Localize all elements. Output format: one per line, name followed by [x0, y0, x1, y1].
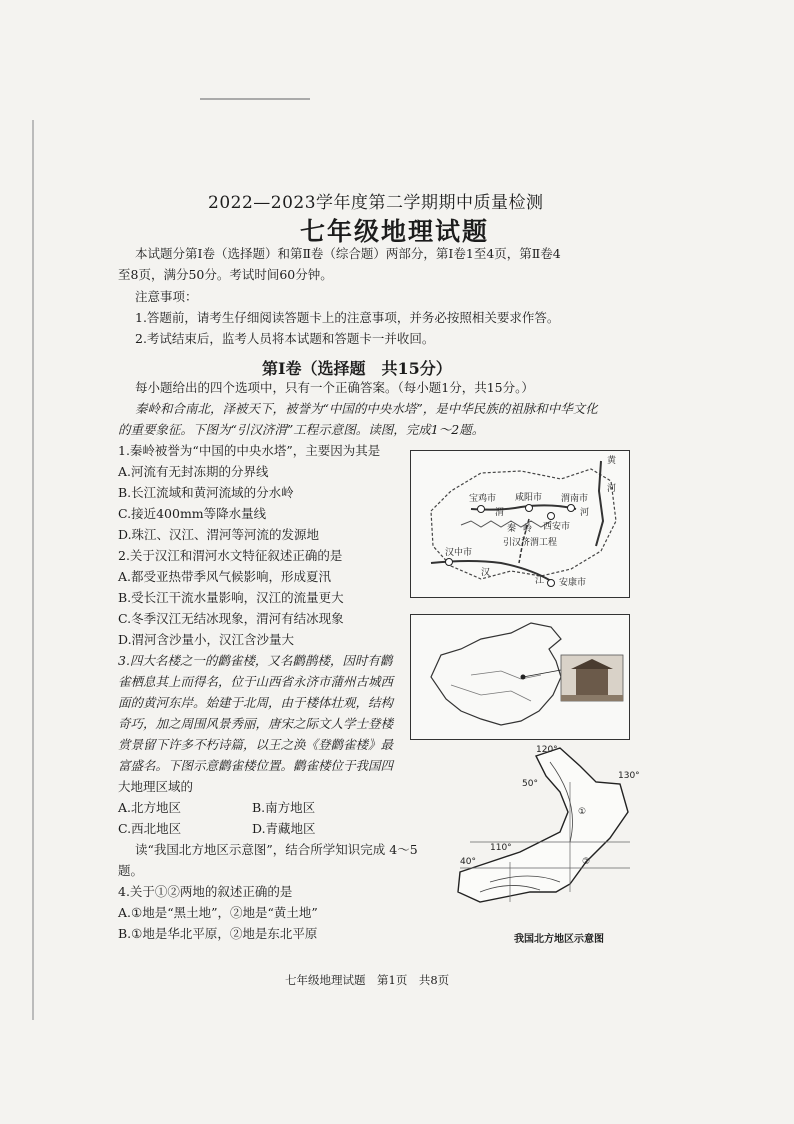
q3-option-b[interactable]: B.南方地区	[252, 800, 316, 815]
label-huang: 黄	[607, 456, 617, 466]
china-outline	[431, 623, 561, 725]
north-region-outline	[458, 748, 628, 902]
qinling-mountains	[461, 521, 551, 527]
section-instruction: 每小题给出的四个选项中，只有一个正确答案。（每小题1分，共15分。）	[135, 380, 534, 395]
notice-2: 2.考试结束后，监考人员将本试题和答题卡一并收回。	[135, 331, 435, 346]
baoji-city-icon	[478, 506, 485, 513]
province-lines-2	[451, 685, 531, 701]
label-xianyang: 咸阳市	[515, 493, 543, 503]
q2-option-d[interactable]: D.渭河含沙量小，汉江含沙量大	[118, 632, 295, 647]
hanzhong-city-icon	[446, 559, 453, 566]
exam-subtitle: 2022—2023学年度第二学期期中质量检测	[208, 193, 544, 213]
q3-option-c[interactable]: C.西北地区	[118, 821, 182, 836]
q1-stem: 1.秦岭被誉为“中国的中央水塔”，主要因为其是	[118, 443, 381, 458]
q3-line-1: 3.四大名楼之一的鹳雀楼，又名鹳鹊楼，因时有鹳	[118, 653, 393, 668]
scan-mark	[200, 98, 310, 100]
label-ankang: 安康市	[559, 578, 587, 588]
scan-edge	[32, 120, 34, 1020]
tower-building-icon	[576, 667, 608, 697]
q3-line-5: 赏景留下许多不朽诗篇，以王之涣《登鹳雀楼》最	[118, 737, 394, 752]
q4-option-b[interactable]: B.①地是华北平原，②地是东北平原	[118, 926, 318, 941]
q1-option-c[interactable]: C.接近400mm等降水量线	[118, 506, 267, 521]
tower-base	[561, 695, 623, 701]
province-lines	[471, 671, 541, 679]
q3-option-a[interactable]: A.北方地区	[118, 800, 182, 815]
q3-line-7: 大地理区域的	[118, 779, 194, 794]
exam-title: 七年级地理试题	[300, 217, 490, 246]
q1-option-a[interactable]: A.河流有无封冻期的分界线	[118, 464, 269, 479]
q1-option-d[interactable]: D.珠江、汉江、渭河等河流的发源地	[118, 527, 320, 542]
label-xian: 西安市	[543, 522, 571, 532]
passage-2-line-1: 读“我国北方地区示意图”，结合所学知识完成 4～5	[135, 842, 418, 857]
q1-option-b[interactable]: B.长江流域和黄河流域的分水岭	[118, 485, 294, 500]
q3-line-3: 面的黄河东岸。始建于北周，由于楼体壮观，结构	[118, 695, 394, 710]
q4-option-a[interactable]: A.①地是“黑土地”，②地是“黄土地”	[118, 905, 318, 920]
section-title: 第Ⅰ卷（选择题 共15分）	[262, 359, 452, 378]
region-2-marker: ②	[582, 857, 591, 867]
passage-1-line-1: 秦岭和合南北，泽被天下，被誉为“中国的中央水塔”，是中华民族的祖脉和中华文化	[135, 401, 598, 416]
north-china-svg	[450, 742, 650, 942]
passage-1-line-2: 的重要象征。下图为“引汉济渭”工程示意图。读图，完成1～2题。	[118, 422, 485, 437]
q3-option-d[interactable]: D.青藏地区	[252, 821, 316, 836]
north-china-map	[450, 742, 650, 942]
q3-line-4: 奇巧，加之周围风景秀丽，唐宋之际文人学士登楼	[118, 716, 394, 731]
lat-40-label: 40°	[460, 857, 476, 867]
label-qin: 秦	[507, 524, 517, 534]
label-he: 河	[580, 508, 590, 518]
intro-line-2: 至8页，满分50分。考试时间60分钟。	[118, 267, 333, 282]
weinan-city-icon	[568, 505, 575, 512]
q2-stem: 2.关于汉江和渭河水文特征叙述正确的是	[118, 548, 343, 563]
lon-130-label: 130°	[618, 771, 640, 781]
north-map-caption: 我国北方地区示意图	[514, 934, 604, 945]
intro-line-1: 本试题分第Ⅰ卷（选择题）和第Ⅱ卷（综合题）两部分，第Ⅰ卷1至4页，第Ⅱ卷4	[135, 246, 561, 261]
lon-110-label: 110°	[490, 843, 512, 853]
label-wei: 渭	[495, 508, 505, 518]
q3-line-2: 雀栖息其上而得名，位于山西省永济市蒲州古城西	[118, 674, 394, 689]
label-jiang: 江	[535, 576, 545, 586]
notice-1: 1.答题前，请考生仔细阅读答题卡上的注意事项，并务必按照相关要求作答。	[135, 310, 560, 325]
notice-title: 注意事项：	[135, 289, 198, 304]
region-1-marker: ①	[578, 807, 587, 817]
china-map-svg	[411, 615, 629, 739]
q2-option-a[interactable]: A.都受亚热带季风气候影响，形成夏汛	[118, 569, 332, 584]
lon-120-label: 120°	[536, 745, 558, 755]
label-huang-he: 河	[607, 484, 617, 494]
page-footer: 七年级地理试题 第1页 共8页	[285, 973, 450, 987]
yellow-river	[596, 461, 603, 546]
han-wei-project-map	[410, 450, 630, 598]
han-wei-map-svg	[411, 451, 629, 597]
pointer-line	[523, 670, 561, 677]
passage-2-line-2: 题。	[118, 863, 144, 878]
q3-line-6: 富盛名。下图示意鹳雀楼位置。鹳雀楼位于我国四	[118, 758, 394, 773]
xian-city-icon	[548, 513, 555, 520]
q2-option-c[interactable]: C.冬季汉江无结冰现象，渭河有结冰现象	[118, 611, 344, 626]
label-baoji: 宝鸡市	[469, 494, 497, 504]
lat-50-label: 50°	[522, 779, 538, 789]
guanque-tower-map	[410, 614, 630, 740]
label-ling: 岭	[523, 524, 533, 534]
xianyang-city-icon	[526, 505, 533, 512]
label-project: 引汉济渭工程	[503, 538, 558, 548]
label-weinan: 渭南市	[561, 494, 589, 504]
ankang-city-icon	[548, 580, 555, 587]
wei-river	[471, 505, 576, 509]
q4-stem: 4.关于①②两地的叙述正确的是	[118, 884, 293, 899]
label-hanzhong: 汉中市	[445, 548, 473, 558]
label-han: 汉	[481, 568, 491, 578]
q2-option-b[interactable]: B.受长江干流水量影响，汉江的流量更大	[118, 590, 344, 605]
